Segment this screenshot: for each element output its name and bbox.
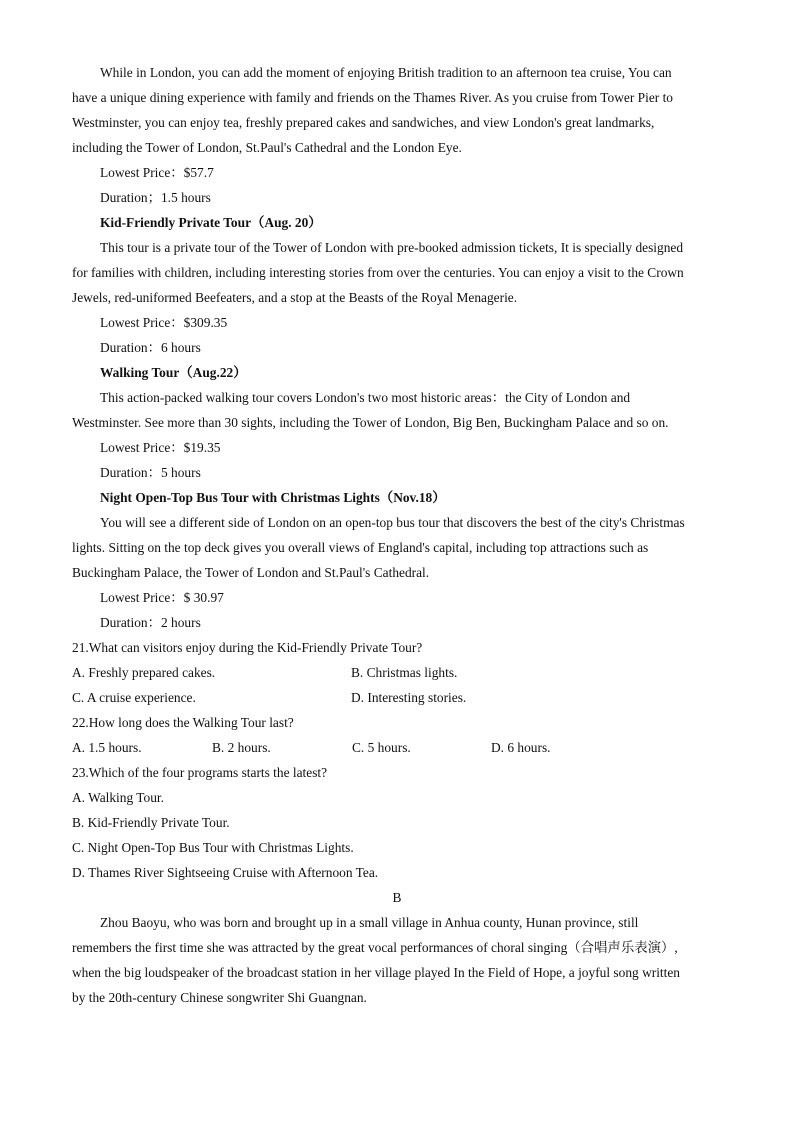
kid-tour-line-2: for families with children, including interesting stories from over the centuries. You can enjoy a visit to the Crown (72, 265, 684, 280)
question-23-option-c: C. Night Open-Top Bus Tour with Christmas Lights. (72, 840, 354, 855)
section-b-line-1: Zhou Baoyu, who was born and brought up in a small village in Anhua county, Hunan province, still (100, 915, 639, 930)
question-22-option-d: D. 6 hours. (491, 740, 551, 755)
walking-tour-title: Walking Tour（Aug.22） (100, 365, 247, 380)
bus-tour-line-3: Buckingham Palace, the Tower of London and St.Paul's Cathedral. (72, 565, 430, 580)
question-21-stem: 21.What can visitors enjoy during the Kid-Friendly Private Tour? (72, 640, 423, 655)
question-22-option-c: C. 5 hours. (352, 740, 411, 755)
intro-line-4: including the Tower of London, St.Paul's Cathedral and the London Eye. (72, 140, 462, 155)
walking-tour-price: Lowest Price：$19.35 (100, 440, 221, 455)
walking-tour-line-1: This action-packed walking tour covers London's two most historic areas：the City of London and (100, 390, 631, 405)
bus-tour-line-2: lights. Sitting on the top deck gives you overall views of England's capital, including top attractions such as (72, 540, 649, 555)
kid-tour-line-3: Jewels, red-uniformed Beefeaters, and a stop at the Beasts of the Royal Menagerie. (72, 290, 518, 305)
question-23-option-b: B. Kid-Friendly Private Tour. (72, 815, 230, 830)
walking-tour-line-2: Westminster. See more than 30 sights, including the Tower of London, Big Ben, Buckingham Palace and so on. (72, 415, 669, 430)
question-21-option-a: A. Freshly prepared cakes. (72, 665, 216, 680)
kid-tour-line-1: This tour is a private tour of the Tower of London with pre-booked admission tickets, It is specially designed (100, 240, 684, 255)
intro-line-2: have a unique dining experience with family and friends on the Thames River. As you cruise from Tower Pier to (72, 90, 673, 105)
question-21-option-d: D. Interesting stories. (351, 690, 467, 705)
intro-line-3: Westminster, you can enjoy tea, freshly prepared cakes and sandwiches, and view London's great landmarks, (72, 115, 655, 130)
question-22-stem: 22.How long does the Walking Tour last? (72, 715, 294, 730)
question-23-stem: 23.Which of the four programs starts the latest? (72, 765, 328, 780)
question-21-options-row-2 (72, 685, 722, 710)
question-22-option-b: B. 2 hours. (212, 740, 271, 755)
bus-tour-title: Night Open-Top Bus Tour with Christmas Lights（Nov.18） (100, 490, 446, 505)
section-b-line-4: by the 20th-century Chinese songwriter Shi Guangnan. (72, 990, 367, 1005)
section-b-line-3: when the big loudspeaker of the broadcast station in her village played In the Field of Hope, a joyful song written (72, 965, 680, 980)
question-21-options-row-1 (72, 660, 722, 685)
cruise-price: Lowest Price：$57.7 (100, 165, 214, 180)
bus-tour-duration: Duration：2 hours (100, 615, 201, 630)
section-b-line-2: remembers the first time she was attracted by the great vocal performances of choral singing（合唱声乐表演）, (72, 940, 678, 955)
question-22-option-a: A. 1.5 hours. (72, 740, 142, 755)
question-23-option-d: D. Thames River Sightseeing Cruise with Afternoon Tea. (72, 865, 379, 880)
cruise-duration: Duration；1.5 hours (100, 190, 211, 205)
walking-tour-duration: Duration：5 hours (100, 465, 201, 480)
kid-tour-duration: Duration：6 hours (100, 340, 201, 355)
bus-tour-line-1: You will see a different side of London on an open-top bus tour that discovers the best of the city's Christmas (100, 515, 685, 530)
kid-tour-title: Kid-Friendly Private Tour（Aug. 20） (100, 215, 322, 230)
document-page (72, 60, 722, 1010)
question-21-option-c: C. A cruise experience. (72, 690, 196, 705)
intro-line-1: While in London, you can add the moment of enjoying British tradition to an afternoon tea cruise, You can (100, 65, 672, 80)
bus-tour-price: Lowest Price：$ 30.97 (100, 590, 224, 605)
question-21-option-b: B. Christmas lights. (351, 665, 458, 680)
question-23-option-a: A. Walking Tour. (72, 790, 164, 805)
question-22-options (72, 735, 722, 760)
section-b-label: B (392, 890, 402, 905)
kid-tour-price: Lowest Price：$309.35 (100, 315, 228, 330)
